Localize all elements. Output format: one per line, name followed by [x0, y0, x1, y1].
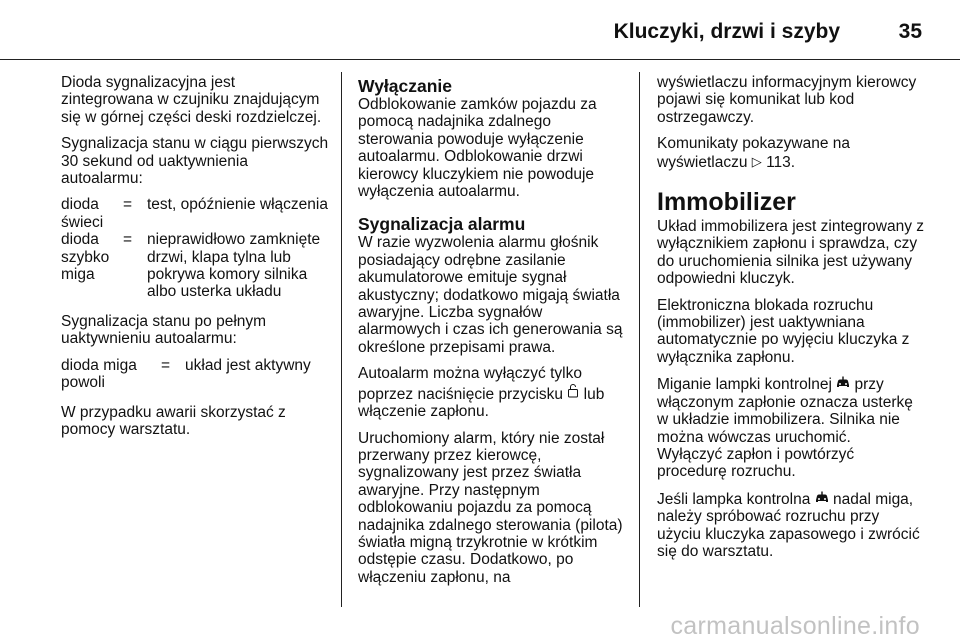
paragraph-immobilizer-activation: Elektroniczna blokada rozruchu (immobilizer) jest uaktywniana automatycznie po wyjęciu kluczyka z wyłącznika zapłonu.: [657, 296, 910, 366]
paragraph-status-armed: Sygnalizacja stanu po pełnym uaktywnieniu autoalarmu:: [61, 312, 267, 348]
paragraph-alarm-off: [358, 365, 628, 420]
text-segment: Wyłączyć zapłon i powtórzyć procedurę rozruchu.: [657, 445, 855, 481]
text-segment: nadal miga, należy spróbować rozruchu przy użyciu kluczyka zapasowego i zwrócić się do warsztatu.: [657, 490, 920, 560]
status-table-arming: [61, 196, 329, 300]
paragraph-alarm-signalling: W razie wyzwolenia alarmu głośnik posiadający odrębne zasilanie akumulatorowe emituje sygnał akustyczny; dodatkowo migają światła awaryjne. Liczba sygnałów alarmowych i czas ich generowania są określone przepisami prawa.: [358, 234, 623, 356]
equals-sign: =: [161, 356, 171, 374]
column-divider-1: [341, 72, 342, 607]
paragraph-status-first-30s: Sygnalizacja stanu w ciągu pierwszych 30 sekund od uaktywnienia autoalarmu:: [61, 135, 329, 188]
page-reference[interactable]: 113.: [766, 153, 796, 171]
equals-sign: =: [123, 231, 133, 249]
status-table-armed: [61, 357, 329, 392]
status-description: układ jest aktywny: [185, 356, 311, 374]
text-segment: Komunikaty pokazywane na wyświetlaczu: [657, 135, 851, 171]
status-term: dioda szybko miga: [61, 231, 110, 284]
page-reference-arrow-icon: ▷: [751, 153, 762, 169]
equals-sign: =: [123, 196, 133, 214]
paragraph-spare-key: [657, 490, 927, 561]
text-segment: lub włączenie zapłonu.: [358, 385, 605, 421]
heading-alarm-signalling: Sygnalizacja alarmu: [358, 214, 526, 235]
paragraph-immobilizer-intro: Układ immobilizera jest zintegrowany z wyłącznikiem zapłonu i sprawdza, czy do uruchomienia silnika jest używany odpowiedni kluczyk.: [657, 218, 925, 288]
paragraph-warning-lamp: [657, 375, 927, 480]
unlock-button-icon: [567, 386, 579, 401]
heading-immobilizer: Immobilizer: [657, 188, 796, 217]
paragraph-failure: W przypadku awarii skorzystać z pomocy warsztatu.: [61, 403, 286, 438]
text-segment: Jeśli lampka kontrolna: [657, 490, 815, 508]
paragraph-info-display: wyświetlaczu informacyjnym kierowcy pojawi się komunikat lub kod ostrzegawczy.: [657, 74, 917, 126]
paragraph-messages-reference: [657, 135, 927, 171]
status-description: test, opóźnienie włączenia: [147, 196, 328, 214]
paragraph-deactivation: Odblokowanie zamków pojazdu za pomocą nadajnika zdalnego sterowania powoduje wyłączenie autoalarmu. Odblokowanie drzwi kierowcy kluczykiem nie powoduje wyłączenia autoalarmu.: [358, 96, 597, 201]
watermark: carmanualsonline.info: [670, 612, 920, 640]
paragraph-alarm-triggered: Uruchomiony alarm, który nie został przerwany przez kierowcę, sygnalizowany jest przez światła awaryjne. Przy następnym odblokowaniu pojazdu za pomocą nadajnika zdalnego sterowania (pilota) światła migną trzykrotnie w krótkim odstępie czasu. Dodatkowo, po włączeniu zapłonu, na: [358, 429, 623, 586]
text-segment: przy włączonym zapłonie oznacza usterkę w układzie immobilizera. Silnika nie można wówczas uruchomić.: [657, 376, 913, 446]
text-segment: Autoalarm można wyłączyć tylko poprzez naciśnięcie przycisku: [358, 365, 582, 403]
page-title: Kluczyki, drzwi i szyby: [613, 20, 840, 43]
status-row: [61, 231, 329, 301]
column-divider-2: [639, 72, 640, 607]
status-term: dioda świeci: [61, 196, 104, 231]
immobilizer-car-key-icon: [836, 376, 850, 391]
column-2: [358, 74, 628, 595]
page-number: 35: [898, 20, 922, 43]
header-divider: [0, 59, 960, 60]
paragraph-indicator-location: Dioda sygnalizacyjna jest zintegrowana w czujniku znajdującym się w górnej części deski rozdzielczej.: [61, 74, 322, 126]
status-row: [61, 357, 329, 392]
heading-deactivation: Wyłączanie: [358, 76, 453, 96]
column-3: [657, 74, 927, 569]
text-segment: Miganie lampki kontrolnej: [657, 376, 837, 394]
immobilizer-car-key-icon: [815, 491, 829, 506]
status-row: [61, 196, 329, 231]
status-term: dioda miga powoli: [61, 356, 137, 392]
status-description: nieprawidłowo zamknięte drzwi, klapa tylna lub pokrywa komory silnika albo usterka układu: [147, 231, 321, 301]
column-1: [61, 74, 329, 447]
